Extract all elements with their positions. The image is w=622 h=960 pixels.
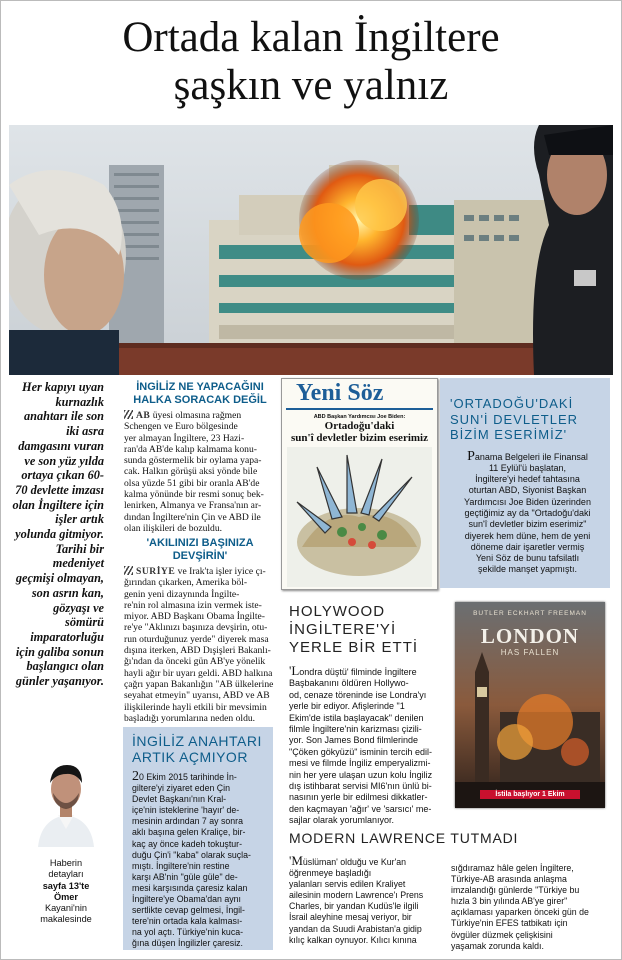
anahtar-line: Devlet Başkanı'nın Kral-: [132, 794, 227, 805]
hollywood-line: nasının yerle bir edilmesi dikkatler-: [289, 792, 428, 803]
poster-subtitle: HAS FALLEN: [500, 648, 560, 657]
article1-line-text: üyesi olmasına rağmen: [152, 410, 242, 421]
article2-subhead-line-1: 'AKILINIZI BAŞINIZA: [146, 537, 254, 549]
poster-actors: BUTLER ECKHART FREEMAN: [473, 610, 587, 617]
article1-subhead: [124, 381, 276, 406]
hollywood-line: yor. Son James Bond filmlerinde: [289, 735, 419, 746]
article2-line: seyahat etmeyin" uyarısı, ABD ve AB: [124, 690, 270, 702]
anahtar-line: mesi karşısında çaresiz kalan: [132, 882, 248, 893]
hollywood-line: mesi ve filmde İngiliz emperyalizmi-: [289, 758, 431, 769]
article2-line: ğırından çıkarken, Amerika böl-: [124, 577, 248, 589]
article2-line: re'nin rol almasına izin vermek iste-: [124, 599, 262, 611]
lawrence-line: öğrenmeye başladığı: [289, 868, 372, 879]
lawrence-line: övgüler düzmek çelişkisini: [451, 929, 553, 940]
article2-line: ilişkilerinde hayli etkili bir mevsimin: [124, 701, 267, 713]
lawrence-line: ailesinin modern Lawrence'ı Prens: [289, 890, 424, 901]
lawrence-line: yandan da Suudi Arabistan'a gidip: [289, 923, 422, 934]
article2-line: dışına iterken, ABD Dışişleri Bakanlı-: [124, 645, 271, 657]
hollywood-line: yerle bir ediyor. Afişlerinde "1: [289, 701, 405, 712]
sidebar-line: [450, 448, 605, 464]
yeni-soz-clipping: [281, 378, 438, 590]
author-line: Haberin: [49, 858, 83, 868]
author-line: detayları: [48, 869, 84, 880]
article1-line: dından İngiltere'nin Çin ve ABD ile: [124, 511, 261, 523]
author-credit: [20, 858, 112, 926]
hollywood-line: sajlar olarak yorumlanıyor.: [289, 815, 395, 826]
lawrence-line: Türkiye-AB arasında anlaşma: [451, 874, 567, 885]
anahtar-line: İngiltere'ye Obama'dan aynı: [132, 894, 241, 905]
sidebar-line: oturtan ABD, Siyonist Başkan: [468, 485, 587, 496]
anahtar-line: tere'nin ortada kala kalması-: [132, 916, 243, 927]
anahtar-line-text: 0 Ekim 2015 tarihinde İn-: [139, 772, 237, 782]
article2-line-text: ve Irak'ta işler iyice çı-: [177, 566, 266, 577]
article1-kicker: AB: [136, 410, 151, 421]
author-photo: [36, 757, 96, 847]
author-line-name: Ömer: [53, 891, 78, 902]
sidebar-line-text: anama Belgeleri ile Finansal: [474, 451, 588, 462]
author-line: makalesinde: [40, 914, 92, 925]
poster-title: LONDON: [480, 624, 580, 648]
anahtar-line: [132, 771, 270, 783]
anahtar-line: mesinin ardından 7 ay sonra: [132, 816, 244, 827]
sidebar-line: 11 Eylül'ü başlatan,: [488, 462, 567, 473]
hollywood-line: filmle İngiltere'nin karizması çizili-: [289, 724, 422, 735]
hollywood-article: [289, 603, 449, 827]
sidebar-line: diyerek hem düne, hem de yeni: [464, 530, 591, 541]
sidebar-title: [450, 396, 605, 443]
anahtar-title: [132, 733, 270, 765]
lawrence-columns: [289, 855, 609, 952]
article1-subhead-line-2: HALKA SORACAK DEĞİL: [133, 393, 267, 406]
lawrence-line-text: üslüman' olduğu ve Kur'an: [302, 857, 407, 867]
anahtar-line: duğu Çin'i "kaba" olarak suçla-: [132, 849, 251, 860]
article-akilinizi: [124, 537, 276, 724]
lawrence-article: [289, 829, 609, 952]
sidebar-dropcap: P: [467, 448, 475, 464]
anahtar-dropcap: 2: [132, 769, 139, 784]
lawrence-col-1: [289, 855, 439, 952]
slash-icon: [124, 410, 133, 419]
author-line-page: sayfa 13'te: [42, 880, 90, 891]
sidebar-line: sun'î devletler bizim eserimiz": [468, 519, 587, 530]
hollywood-line: dış istihbarat servisi MI6'nın ünlü bi-: [289, 781, 432, 792]
article2-line: [124, 566, 276, 577]
lawrence-title: MODERN LAWRENCE TUTMADI: [289, 830, 519, 846]
lawrence-line: imzalandığı günlerde "Türkiye bu: [451, 885, 580, 896]
lawrence-line: İsrail aleyhine mesaj veriyor, bir: [289, 912, 412, 923]
anahtar-line: içe'nin isteklerine 'hayır' de-: [132, 805, 240, 816]
clipping-title: [282, 420, 437, 444]
article2-line: başladığı yorumlarına neden oldu.: [124, 712, 256, 724]
anahtar-line: kaç ay önce kadeh tokuştur-: [132, 838, 243, 849]
sidebar-line: geçtiğimiz ay da "Ortadoğu'daki: [464, 507, 591, 518]
anahtar-line: sertlikte cevap gelmesi, İngil-: [132, 905, 245, 916]
article2-line: re'ye "Aklınızı başınıza devşirin, otu-: [124, 622, 268, 634]
article1-line: yer almayan İngiltere, 23 Hazi-: [124, 432, 245, 444]
lawrence-line: yalanları servis edilen Kraliyet: [289, 879, 406, 890]
anahtar-title-line-1: İNGİLİZ ANAHTARI: [132, 733, 262, 749]
sidebar-title-line-1: 'ORTADOĞU'DAKİ: [450, 396, 574, 411]
author-line: Kayani'nin: [44, 903, 88, 914]
article2-line: miyor. ABD Başkanı Obama İngilte-: [124, 611, 265, 623]
article2-line: çağrı yapan Bakanlığın "AB ülkelerine: [124, 678, 274, 690]
sidebar-line: Yardımcısı Joe Biden üzerinden: [464, 496, 591, 507]
article1-line: [124, 410, 276, 421]
hollywood-title-line-1: HOLYWOOD: [289, 603, 386, 620]
lawrence-line: yaşamak zorunda kaldı.: [451, 940, 544, 951]
lawrence-line: Türkiye'nin EFES tatbikatı için: [451, 918, 568, 929]
main-photo: [9, 125, 613, 375]
hollywood-line: "Çöken gökyüzü" isminin tercih edil-: [289, 746, 432, 757]
article1-body: [124, 410, 276, 534]
article1-line: olsa yüzde 51 gibi bir oranla AB'de: [124, 477, 260, 489]
lawrence-line: kılıç kalkan oynuyor. Kılıcı kınına: [289, 934, 417, 945]
lawrence-col-2: [451, 863, 601, 952]
sidebar-title-line-2: SUN'İ DEVLETLER: [450, 411, 579, 427]
article2-line: genin yeni dizaynında İngilte-: [124, 588, 240, 600]
anahtar-line: aklı başına gelen Kraliçe, bir-: [132, 827, 246, 838]
hollywood-line: Ekim'de istila başlayacak" denilen: [289, 712, 424, 723]
anahtar-article: [132, 733, 270, 950]
article2-line: ğı'ndan da önceki gün AB'ye yönelik: [124, 656, 266, 668]
article2-kicker: SURİYE: [136, 566, 176, 577]
anahtar-line: giltere'yi ziyaret eden Çin: [132, 783, 231, 794]
article1-line: ran'da AB'de kalıp kalmama konu-: [124, 443, 257, 455]
anahtar-line: mıştı. İngiltere'nin restine: [132, 860, 230, 871]
clipping-rule: [286, 408, 433, 410]
article-ingiliz-ne-yapacagini: [124, 381, 276, 534]
anahtar-line: ğına düşen İngilizler çaresiz.: [132, 938, 243, 949]
hollywood-dropcap: 'L: [289, 663, 300, 678]
hollywood-line: nin her yere ulaşan uzun kolu İngiliz: [289, 769, 433, 780]
lawrence-dropcap: 'M: [289, 853, 303, 868]
article1-line: kalma yönünde bir resmi sonuç bek-: [124, 489, 264, 501]
slash-icon: [124, 566, 133, 575]
lawrence-line: sığdıramaz hâle gelen İngiltere,: [451, 863, 574, 873]
sidebar-line: Yeni Söz de bunu tafsilatlı: [475, 553, 580, 564]
anahtar-line: na yol açtı. Türkiye'nin kuca-: [132, 927, 244, 938]
anahtar-title-line-2: ARTIK AÇMIYOR: [132, 749, 248, 765]
sidebar-line: şekilde manşet yapmıştı.: [477, 564, 578, 575]
intro-text: Her kapıyı uyan kurnazlık anahtarı ile son iki asra damgasını vuran ve son yüz yılda ortaya çıkan 60-70 devlette imzası olan İngiltere için işler artık yolunda gitmiyor. Tarihi bir medeniyet geçmişi olmayan, son asrın kan, gözyaşı ve sömürü imparatorluğu için galiba sonun başlangıcı olan günler yaşanıyor.: [12, 380, 104, 689]
lawrence-line: açıklaması yaparken önceki gün de: [451, 907, 589, 918]
hollywood-line: Başbakanını öldüren Hollywo-: [289, 678, 409, 689]
explosion-building-illustration: [9, 125, 613, 375]
clipping-masthead: Yeni Söz: [296, 380, 384, 406]
hollywood-title-line-3: YERLE BİR ETTİ: [289, 639, 419, 656]
ortadogu-sidebar: [450, 396, 605, 576]
anahtar-line: karşı AB'nin "güle güle" de-: [132, 871, 238, 882]
hollywood-line: [289, 665, 449, 678]
cartoon-illustration: [287, 447, 432, 587]
article2-subhead: [124, 537, 276, 562]
article1-line: Schengen ve Euro bölgesinde: [124, 421, 238, 433]
article1-line: olan ilişkileri de bozuldu.: [124, 522, 223, 534]
lawrence-line: [289, 855, 439, 868]
hollywood-title-line-2: İNGİLTERE'Yİ: [289, 621, 397, 638]
article1-subhead-line-1: İNGİLİZ NE YAPACAĞINI: [136, 381, 264, 393]
hollywood-line: od, cenaze töreninde ise Londra'yı: [289, 689, 427, 700]
hollywood-body: [289, 665, 449, 827]
article2-line: run oturduğunuz yerde" diyerek masa: [124, 633, 269, 645]
article2-subhead-line-2: DEVŞİRİN': [172, 549, 228, 562]
hollywood-line-text: ondra düştü' filminde İngiltere: [299, 667, 417, 677]
sidebar-line: döneme dair işaretler vermiş: [470, 541, 585, 552]
headline-line-1: Ortada kalan İngiltere: [122, 14, 500, 61]
article1-line: cak. Halkın görüşü aksi yönde bile: [124, 466, 258, 478]
hollywood-line: den kaçmayan 'ağır' ve 'sarsıcı' me-: [289, 803, 432, 814]
article2-body: [124, 566, 276, 724]
article1-line: lenirken, Almanya ve Fransa'nın ar-: [124, 500, 262, 512]
sidebar-title-line-3: BİZİM ESERİMİZ': [450, 427, 568, 442]
london-has-fallen-poster: [455, 602, 605, 808]
clipping-title-line-2: sun'î devletler bizim eserimiz: [291, 432, 428, 444]
sidebar-body: [450, 448, 605, 576]
page-headline: [0, 14, 622, 110]
poster-date: İstila başlıyor 1 Ekim: [480, 790, 580, 799]
article1-line: sunda göstermelik bir oylama yapa-: [124, 455, 262, 467]
lawrence-line: hızla 3 bin yılında AB'ye girer": [451, 896, 568, 907]
author-avatar: [36, 757, 96, 847]
clipping-top-line: ABD Başkan Yardımcısı Joe Biden:: [313, 414, 406, 420]
lawrence-line: Charles, bir yandan Kudüs'le ilgili: [289, 901, 419, 912]
headline-line-2: şaşkın ve yalnız: [173, 62, 449, 109]
sidebar-line: İngiltere'yi hedef tahtasına: [475, 474, 580, 485]
article2-line: hayli ağır bir uyarı geldi. ABD halkına: [124, 667, 273, 679]
clipping-title-line-1: Ortadoğu'daki: [324, 420, 395, 432]
hollywood-title: [289, 603, 449, 657]
anahtar-body: [132, 771, 270, 950]
